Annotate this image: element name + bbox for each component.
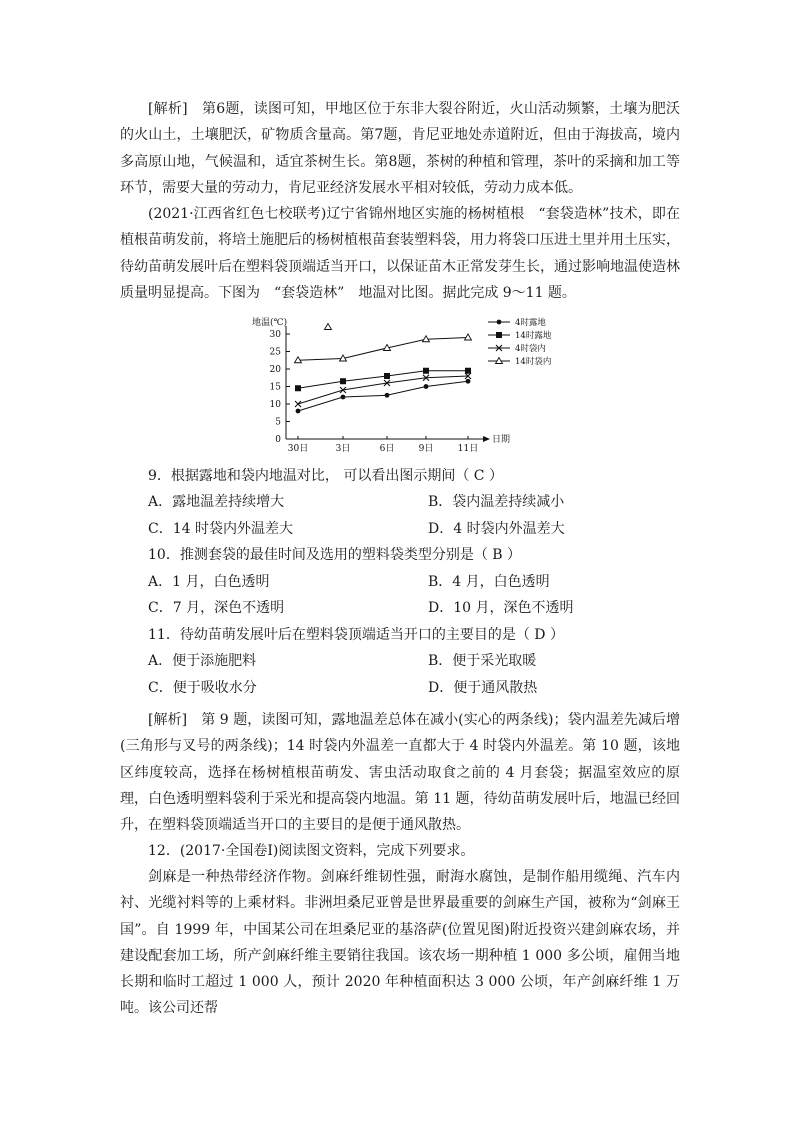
question-9-option-b: B．袋内温差持续减小 — [428, 494, 565, 510]
y-tick-label: 20 — [269, 365, 281, 375]
data-point-s1-3 — [385, 393, 390, 398]
legend-marker-2 — [496, 332, 502, 338]
y-tick-label: 25 — [269, 347, 281, 358]
series-line-2 — [298, 371, 468, 389]
question-10-stem: 10．推测套袋的最佳时间及选用的塑料袋类型分别是（ B ） — [148, 547, 522, 563]
x-axis-arrow — [483, 436, 490, 442]
soil-temperature-chart — [250, 313, 552, 455]
data-point-s2-5 — [465, 368, 471, 374]
x-tick-label: 11日 — [457, 444, 479, 454]
data-point-s2-2 — [340, 378, 346, 384]
data-point-s4-5 — [465, 334, 472, 340]
question-10-option-c: C．7 月，深色不透明 — [148, 600, 285, 616]
analysis-paragraph-2: [解析] 第 9 题，读图可知，露地温差总体在减小(实心的两条线)；袋内温差先减后增(三角形与叉号的两条线)；14 时袋内外温差一直都大于 4 时袋内外温差。第 10 题，该地区纬度较高，选择在杨树植根苗萌发、害虫活动取食之前的 4 月套袋；据温室效应的原理，白色透明塑料袋利于采光和提高袋内地温。第 11 题，待幼苗萌发展叶后，地温已经回升，在塑料袋顶端适当开口的主要目的是便于通风散热。 — [120, 712, 680, 834]
data-point-s2-3 — [384, 373, 390, 379]
data-point-s2-1 — [295, 385, 301, 391]
material-paragraph: 剑麻是一种热带经济作物。剑麻纤维韧性强，耐海水腐蚀，是制作船用缆绳、汽车内衬、光缆衬料等的上乘材料。非洲坦桑尼亚曾是世界最重要的剑麻生产国，被称为“剑麻王国”。自 1999 年，中国某公司在坦桑尼亚的基洛萨(位置见图)附近投资兴建剑麻农场，并建设配套加工场，所产剑麻纤维主要销往我国。该农场一期种植 1 000 多公顷，雇佣当地长期和临时工超过 1 000 人，预计 2020 年种植面积达 3 000 公顷，年产剑麻纤维 1 万吨。该公司还帮 — [120, 869, 680, 1017]
y-axis-label: 地温(℃) — [252, 318, 288, 328]
question-11-option-a: A．便于添施肥料 — [148, 653, 257, 669]
x-tick-label: 30日 — [287, 444, 309, 454]
legend-label-4: 14时袋内 — [515, 357, 552, 367]
x-tick-label: 6日 — [379, 444, 395, 454]
y-tick-label: 15 — [269, 382, 281, 393]
question-10-option-a: A．1 月，白色透明 — [148, 574, 270, 590]
stray-triangle-marker — [325, 324, 332, 330]
question-11-option-d: D．便于通风散热 — [428, 680, 538, 696]
data-point-s1-4 — [424, 384, 429, 389]
question-10-option-d: D．10 月，深色不透明 — [428, 600, 574, 616]
x-tick-label: 3日 — [335, 444, 351, 454]
data-point-s1-2 — [341, 395, 346, 400]
data-point-s2-4 — [423, 368, 429, 374]
chart-root — [252, 316, 552, 454]
series-line-3 — [298, 376, 468, 404]
data-point-s1-1 — [296, 409, 301, 414]
y-tick-label: 30 — [269, 330, 281, 340]
question-11-option-b: B．便于采光取暖 — [428, 653, 537, 669]
question-9-stem: 9．根据露地和袋内地温对比， 可以看出图示期间（ C ） — [148, 468, 503, 484]
data-point-s3-1 — [295, 401, 301, 407]
analysis-paragraph-1: [解析] 第6题，读图可知，甲地区位于东非大裂谷附近，火山活动频繁，土壤为肥沃的火山土，土壤肥沃，矿物质含量高。第7题，肯尼亚地处赤道附近，但由于海拔高，境内多高原山地，气候温和，适宜茶树生长。第8题，茶树的种植和管理，茶叶的采摘和加工等环节，需要大量的劳动力，肯尼亚经济发展水平相对较低，劳动力成本低。 — [120, 101, 680, 196]
intro-paragraph: (2021·江西省红色七校联考)辽宁省锦州地区实施的杨树植根 “套袋造林”技术，即在植根苗萌发前，将培土施肥后的杨树植根苗套装塑料袋，用力将袋口压进土里并用土压实，待幼苗萌发展叶后在塑料袋顶端适当开口，以保证苗木正常发芽生长，通过影响地温使造林质量明显提高。下图为 “套袋造林” 地温对比图。据此完成 9～11 题。 — [120, 206, 680, 301]
legend-marker-1 — [497, 320, 502, 325]
question-10-option-b: B．4 月，白色透明 — [428, 574, 550, 590]
question-12-heading: 12．(2017·全国卷Ⅰ)阅读图文资料，完成下列要求。 — [148, 843, 475, 859]
question-9-option-c: C．14 时袋内外温差大 — [148, 521, 293, 537]
series-line-4 — [298, 338, 468, 361]
question-9-option-d: D．4 时袋内外温差大 — [428, 521, 565, 537]
y-tick-label: 5 — [275, 417, 281, 428]
y-tick-label: 10 — [269, 400, 281, 410]
legend-label-1: 4时露地 — [515, 318, 546, 328]
x-axis-label: 日期 — [492, 435, 511, 445]
question-11-stem: 11．待幼苗萌发展叶后在塑料袋顶端适当开口的主要目的是（ D ） — [148, 627, 564, 643]
data-point-s1-5 — [466, 379, 471, 384]
legend-label-2: 14时露地 — [515, 331, 552, 341]
question-11-option-c: C．便于吸收水分 — [148, 680, 257, 696]
legend-label-3: 4时袋内 — [515, 344, 546, 354]
question-9-option-a: A．露地温差持续增大 — [148, 494, 285, 510]
x-tick-label: 9日 — [418, 444, 434, 454]
y-tick-label: 0 — [275, 435, 281, 445]
